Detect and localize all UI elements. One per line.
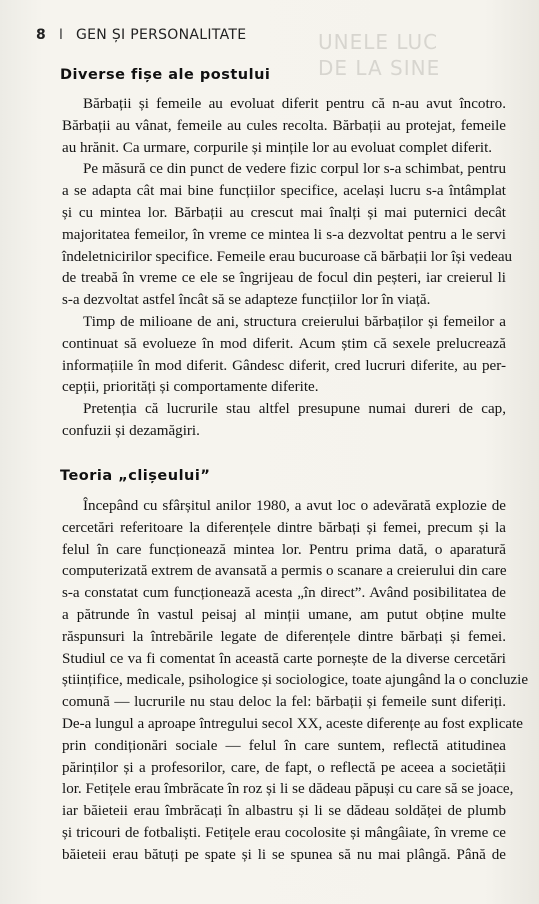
paragraph: [62, 312, 506, 399]
paragraph: [62, 399, 506, 443]
text-line: a se adapta cât mai bine funcțiilor specifice, același lucru s-a întâmplat: [62, 183, 506, 200]
text-line: informațiile în mod diferit. Gândesc diferit, cred lucruri diferite, au per-: [62, 357, 506, 374]
section-body: [62, 496, 529, 867]
text-line: Timp de milioane de ani, structura creierului bărbaților și femeilor a: [83, 313, 506, 330]
text-line: de treabă în vreme ce ele se îngrijeau de focul din peșteri, iar creierul li: [62, 270, 506, 287]
text-line: confuzii și dezamăgiri.: [62, 422, 200, 439]
text-line: și cu mintea lor. Bărbații au crescut mai înalți și mai puternici decât: [62, 204, 506, 221]
text-line: s-a constatat cum funcționează acesta „în direct”. Având posibilitatea de: [62, 585, 506, 602]
section-heading: Teoria „clișeului”: [60, 468, 211, 484]
paragraph: [62, 94, 506, 159]
text-line: a pătrunde în vastul peisaj al minții umane, am putut obține multe: [62, 606, 506, 623]
text-line: și tricouri de fotbaliști. Fetițele erau cocolosite și mângâiate, în vreme ce: [62, 824, 506, 841]
text-line: științifice, medicale, psihologice și sociologice, toate ajungând la o concluzie: [62, 672, 529, 689]
text-line: îndeletnicirilor specifice. Femeile erau bucuroase că bărbații lor își vedeau: [62, 248, 513, 265]
running-header: [36, 27, 246, 43]
text-line: au hrănit. Ca urmare, corpurile și mințile lor au evoluat complet diferit.: [62, 139, 493, 156]
text-line: felul în care funcționează mintea lor. Pentru prima dată, o aparatură: [62, 541, 506, 558]
text-line: Bărbații au vânat, femeile au cules recolta. Bărbații au protejat, femeile: [62, 117, 506, 134]
text-line: Pe măsură ce din punct de vedere fizic corpul lor s-a schimbat, pentru: [83, 161, 506, 178]
paragraph: [62, 496, 529, 867]
text-line: răspunsuri la întrebările legate de diferențele dintre bărbați și femei.: [62, 628, 506, 645]
section-body: [62, 94, 513, 443]
text-line: cercetări referitoare la diferențele dintre bărbați și femei, precum și la: [62, 519, 506, 536]
text-line: computerizată extrem de avansată a permis o scanare a creierului din care: [62, 563, 507, 580]
text-line: părinților și a profesorilor, care, de fapt, o reflectă pe aceea a societății: [62, 759, 506, 776]
paragraph: [62, 159, 513, 312]
section-heading: Diverse fișe ale postului: [60, 67, 271, 83]
chapter-title: GEN ȘI PERSONALITATE: [76, 27, 247, 43]
text-line: cepții, priorități și comportamente diferite.: [62, 379, 319, 396]
text-line: Bărbații și femeile au evoluat diferit pentru că n-au avut încotro.: [83, 96, 506, 112]
text-line: continuat să evolueze în mod diferit. Acum știm că sexele prelucrează: [62, 335, 506, 352]
text-line: s-a dezvoltat astfel încât să se adapteze funcțiilor lor în viață.: [62, 292, 431, 309]
text-line: comună — lucrurile nu stau deloc la fel: bărbații și femeile sunt diferiți.: [62, 694, 506, 711]
text-line: De-a lungul a aproape întregului secol XX, aceste diferențe au fost explicate: [62, 715, 524, 732]
text-line: băieteii erau bătuți pe spate și li se spunea să nu mai plângă. Până de: [62, 846, 506, 863]
text-line: lor. Fetițele erau îmbrăcate în roz și li se dădeau păpuși cu care să se joace,: [62, 781, 514, 798]
bleed-through-text: UNELE LUC: [318, 30, 439, 54]
bleed-through-text: DE LA SINE: [318, 56, 441, 80]
text-line: iar băieteii erau îmbrăcați în albastru și li se dădeau soldăței de plumb: [62, 803, 506, 820]
header-separator: I: [58, 27, 64, 43]
page-number: 8: [36, 27, 47, 43]
text-line: Pretenția că lucrurile stau altfel presupune numai dureri de cap,: [83, 401, 506, 418]
text-line: Începând cu sfârșitul anilor 1980, a avut loc o adevărată explozie de: [83, 498, 506, 514]
text-line: majoritatea femeilor, în vreme ce mintea li s-a dezvoltat pentru a le servi: [62, 226, 506, 243]
text-line: Studiul ce va fi comentat în această carte pornește de la diverse cercetări: [62, 650, 506, 667]
text-line: prin condiționări sociale — felul în care suntem, reflectă atitudinea: [62, 737, 506, 754]
